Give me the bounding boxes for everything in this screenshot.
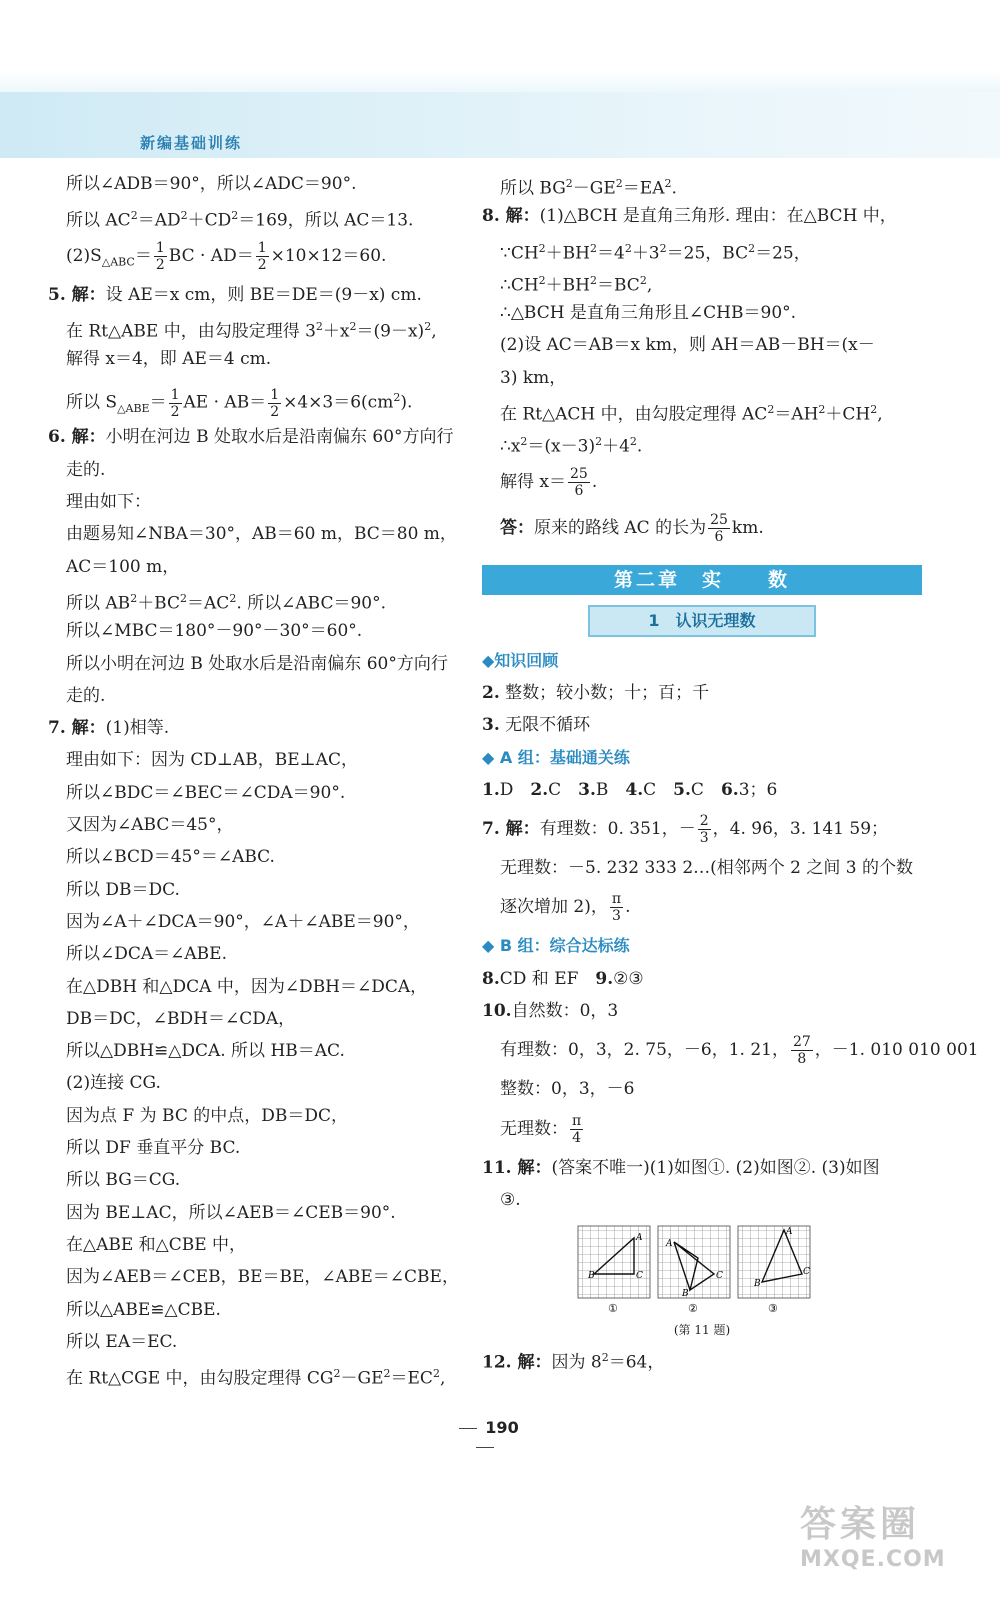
fraction: $\frac{1}{2}$ (155, 239, 165, 273)
fraction: $\frac{1}{2}$ (170, 387, 180, 421)
figure-caption: (第 11 题) (673, 1323, 731, 1338)
text-line: 所以 EA＝EC. (66, 1331, 178, 1352)
text-line: (2)连接 CG. (66, 1073, 161, 1094)
text-line: 所以 $AB^2+BC^2=AC^2$. 所以∠ABC＝90°. (66, 591, 386, 614)
text-line: 整数：0，3，－6 (500, 1079, 635, 1100)
text-line: DB＝DC，∠BDH＝∠CDA， (66, 1008, 296, 1029)
answer-line: 答：原来的路线 AC 的长为 $\frac{25}{6}$ km. (500, 511, 764, 545)
fraction: $\frac{2}{3}$ (699, 813, 709, 847)
answer-line: 8.CD 和 EF 9.②③ (482, 968, 644, 989)
text-line: ③. (500, 1189, 521, 1210)
label-B: B (682, 1289, 689, 1300)
watermark-text: 答案圈 (800, 1504, 921, 1545)
text-line: 由题易知∠NBA＝30°，AB＝60 m，BC＝80 m， (66, 524, 457, 545)
text-line: 所以△DBH≌△DCA. 所以 HB＝AC. (66, 1041, 345, 1062)
label-C: C (636, 1271, 643, 1282)
label-A: A (636, 1233, 643, 1244)
text-line: 因为∠A＋∠DCA＝90°，∠A＋∠ABE＝90°， (66, 911, 420, 932)
text-line: $\therefore CH^2+BH^2=BC^2$, (500, 273, 653, 296)
text-line: $(2)S_{\triangle ABC}=$ $\frac{1}{2}$ BC · AD＝ $\frac{1}{2}$ ×10×12＝60. (66, 239, 387, 273)
text-line: 因为∠AEB＝∠CEB，BE＝BE，∠ABE＝∠CBE， (66, 1267, 459, 1288)
text-line: 所以∠MBC＝180°－90°－30°＝60°. (66, 621, 363, 642)
chapter-banner: 第二章 实 数 (482, 565, 922, 595)
label-A: A (786, 1227, 793, 1238)
text-line: AC＝100 m， (66, 556, 180, 577)
text-line: 理由如下：因为 CD⊥AB，BE⊥AC， (66, 750, 358, 771)
figure-label: ② (688, 1302, 698, 1316)
right-column (482, 168, 979, 1375)
text-line: 无理数：－5. 232 333 2…(相邻两个 2 之间 3 的个数 (500, 858, 914, 879)
section-heading: ◆ B 组：综合达标练 (482, 936, 630, 956)
text-line: 解得 x＝4，即 AE＝4 cm. (66, 349, 272, 370)
answer-line: 1.D 2.C 3.B 4.C 5.C 6.3；6 (482, 779, 778, 800)
figure-label: ① (608, 1302, 618, 1316)
grid-figure-3 (738, 1226, 810, 1315)
fraction: $\frac{\pi}{3}$ (611, 891, 622, 925)
text-line: $\because CH^2+BH^2=4^2+3^2=25$，$BC^2=25$， (500, 241, 811, 264)
label-B: B (588, 1271, 595, 1282)
left-column (48, 168, 478, 1390)
fraction: $\frac{1}{2}$ (270, 387, 280, 421)
text-line: 所以∠ADB＝90°，所以∠ADC＝90°. (66, 174, 357, 194)
grid-figure-2 (658, 1226, 730, 1315)
answer-line: 10.自然数：0，3 (482, 1001, 619, 1022)
text-line: 因为 BE⊥AC，所以∠AEB＝∠CEB＝90°. (66, 1202, 396, 1223)
figure-11 (482, 1222, 922, 1318)
text-line: 所以 $BG^2-GE^2=EA^2$. (500, 177, 677, 199)
text-line: 在△ABE 和△CBE 中， (66, 1234, 247, 1255)
text-line: 所以 BG＝CG. (66, 1170, 181, 1191)
text-line: 3) km， (500, 367, 567, 388)
question-12: 12. 解：因为 $8^2=64$， (482, 1351, 665, 1373)
text-line: 在 Rt△ACH 中，由勾股定理得 $AC^2=AH^2+CH^2$, (500, 403, 883, 425)
text-line: 无理数： $\frac{\pi}{4}$ (500, 1112, 582, 1146)
text-line: 所以 DB＝DC. (66, 879, 180, 900)
answer-line: 7. 解：有理数：0. 351，－ $\frac{2}{3}$ ，4. 9̇6̇，3. 141 59； (482, 813, 889, 847)
label-A: A (666, 1239, 673, 1250)
question-6: 6. 解：小明在河边 B 处取水后是沿南偏东 60°方向行 (48, 427, 454, 448)
grid-figures (574, 1222, 814, 1318)
text-line: 有理数：0，3，2. 75，－6，1. 21， $\frac{27}{8}$ ，－1. 010 010 001 (500, 1034, 979, 1068)
fraction: $\frac{\pi}{4}$ (572, 1112, 582, 1146)
text-line: 在△DBH 和△DCA 中，因为∠DBH＝∠DCA， (66, 976, 428, 997)
text-line: 走的. (66, 685, 106, 706)
fraction: $\frac{25}{6}$ (570, 465, 588, 499)
grid-figure-1 (578, 1226, 650, 1315)
text-line: 所以∠DCA＝∠ABE. (66, 944, 227, 965)
question-11: 11. 解：(答案不唯一)(1)如图①. (2)如图②. (3)如图 (482, 1157, 880, 1178)
answer-line: 3. 无限不循环 (482, 715, 591, 736)
text-line: 在 Rt△ABE 中，由勾股定理得 $3^2+x^2=(9-x)^2$, (66, 319, 437, 342)
figure-label: ③ (768, 1302, 778, 1316)
fraction: $\frac{25}{6}$ (710, 511, 728, 545)
text-line: 逐次增加 2)， $\frac{\pi}{3}$ . (500, 891, 631, 925)
text-line: 所以 $AC^2=AD^2+CD^2=169$，所以 AC＝13. (66, 209, 414, 231)
question-8: 8. 解：(1)△BCH 是直角三角形. 理由：在△BCH 中， (482, 206, 897, 227)
text-line: 因为点 F 为 BC 的中点，DB＝DC， (66, 1105, 348, 1126)
text-line: 在 Rt△CGE 中，由勾股定理得 $CG^2-GE^2=EC^2$, (66, 1367, 446, 1389)
section-banner: 1 认识无理数 (588, 605, 816, 637)
watermark-logo (800, 1496, 980, 1596)
answer-line: 2. 整数；较小数；十；百；千 (482, 682, 710, 703)
label-B: B (754, 1279, 761, 1290)
watermark-url: MXQE.COM (800, 1547, 946, 1572)
fraction: $\frac{27}{8}$ (792, 1034, 811, 1068)
question-7: 7. 解：(1)相等. (48, 718, 170, 739)
text-line: ∴△BCH 是直角三角形且∠CHB＝90°. (500, 303, 797, 324)
book-title: 新编基础训练 (140, 134, 243, 152)
text-line: 所以小明在河边 B 处取水后是沿南偏东 60°方向行 (66, 653, 448, 674)
text-line: 所以△ABE≌△CBE. (66, 1299, 221, 1320)
fraction: $\frac{1}{2}$ (257, 239, 267, 273)
text-line: 所以∠BDC＝∠BEC＝∠CDA＝90°. (66, 782, 346, 803)
label-C: C (716, 1271, 723, 1282)
section-heading: ◆ A 组：基础通关练 (482, 747, 630, 767)
section-heading: ◆知识回顾 (482, 650, 559, 670)
question-5: 5. 解：设 AE＝x cm，则 BE＝DE＝(9－x) cm. (48, 284, 422, 305)
page-header-background (0, 0, 1000, 158)
page-number: 190 (440, 1418, 530, 1456)
text-line: 解得 x＝ $\frac{25}{6}$ . (500, 465, 598, 499)
text-line: $\therefore x^2=(x-3)^2+4^2$. (500, 435, 643, 458)
text-line: (2)设 AC＝AB＝x km，则 AH＝AB－BH＝(x－ (500, 335, 875, 356)
text-line: 又因为∠ABC＝45°， (66, 815, 234, 836)
text-line: 所以 $S_{\triangle ABE}=$ $\frac{1}{2}$ AE · AB＝ $\frac{1}{2}$ $\times 4\times 3=6(cm^2)$. (66, 387, 413, 421)
text-line: 走的. (66, 459, 106, 480)
text-line: 理由如下： (66, 492, 151, 513)
text-line: 所以 DF 垂直平分 BC. (66, 1138, 241, 1159)
text-line: 所以∠BCD＝45°＝∠ABC. (66, 847, 275, 868)
label-C: C (803, 1267, 810, 1278)
